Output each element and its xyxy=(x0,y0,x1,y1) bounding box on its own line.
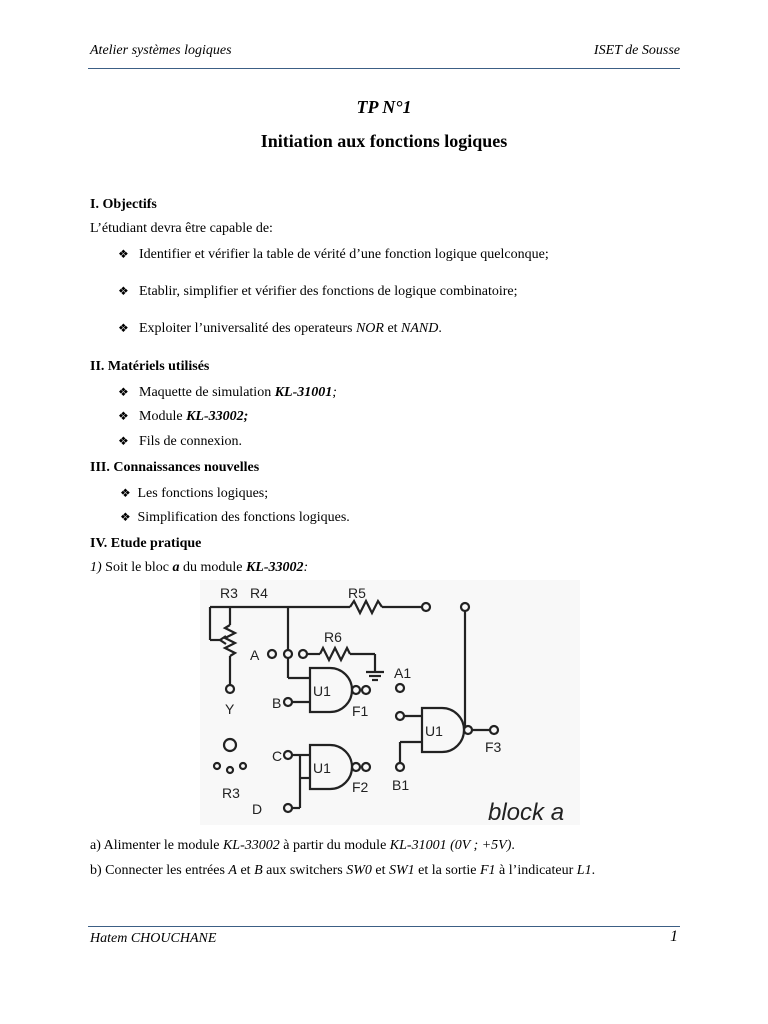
list-item: ❖ Etablir, simplifier et vérifier des fonctions de logique combinatoire; xyxy=(118,284,518,299)
label-r5: R5 xyxy=(348,585,366,601)
label-gate-u1-top: U1 xyxy=(313,683,331,699)
list-item: ❖ Simplification des fonctions logiques. xyxy=(120,510,350,525)
label-input-d: D xyxy=(252,801,263,817)
label-r3: R3 xyxy=(220,585,238,601)
section-connaissances-heading: III. Connaissances nouvelles xyxy=(90,460,260,475)
circuit-schematic xyxy=(200,580,580,825)
label-output-y: Y xyxy=(225,701,235,717)
label-gate-u1-right: U1 xyxy=(425,723,443,739)
bullet-diamond-icon: ❖ xyxy=(118,385,129,399)
section-materiels-heading: II. Matériels utilisés xyxy=(90,359,210,374)
page-title: TP N°1 xyxy=(356,97,412,117)
footer-rule xyxy=(88,926,680,927)
bullet-diamond-icon: ❖ xyxy=(118,321,129,335)
list-item: ❖ Module KL-33002; xyxy=(118,409,249,424)
bullet-diamond-icon: ❖ xyxy=(118,284,129,298)
bullet-diamond-icon: ❖ xyxy=(120,486,131,500)
step-1-text: 1) Soit le bloc a du module KL-33002: xyxy=(90,560,309,575)
page-number: 1 xyxy=(670,928,678,945)
label-f3: F3 xyxy=(485,739,502,755)
label-f2: F2 xyxy=(352,779,369,795)
section-etude-heading: IV. Etude pratique xyxy=(90,536,202,551)
label-input-a: A xyxy=(250,647,260,663)
header-left: Atelier systèmes logiques xyxy=(90,43,232,58)
label-r4: R4 xyxy=(250,585,268,601)
instruction-b: b) Connecter les entrées A et B aux switchers SW0 et SW1 et la sortie F1 à l’indicateur L1. xyxy=(90,863,596,878)
circuit-diagram xyxy=(200,580,580,825)
section-objectifs-heading: I. Objectifs xyxy=(90,197,157,212)
label-f1: F1 xyxy=(352,703,369,719)
label-input-b: B xyxy=(272,695,282,711)
label-input-c: C xyxy=(272,748,283,764)
label-gate-u1-bottom: U1 xyxy=(313,760,331,776)
label-b1: B1 xyxy=(392,777,410,793)
objectifs-intro: L’étudiant devra être capable de: xyxy=(90,221,273,236)
list-item: ❖ Identifier et vérifier la table de vérité d’une fonction logique quelconque; xyxy=(118,247,549,262)
bullet-diamond-icon: ❖ xyxy=(120,510,131,524)
list-item: ❖ Exploiter l’universalité des operateurs NOR et NAND. xyxy=(118,321,442,336)
footer-author: Hatem CHOUCHANE xyxy=(90,931,217,946)
label-r6: R6 xyxy=(324,629,342,645)
bullet-diamond-icon: ❖ xyxy=(118,247,129,261)
label-r3-bottom: R3 xyxy=(222,785,240,801)
label-a1: A1 xyxy=(394,665,412,681)
page-subtitle: Initiation aux fonctions logiques xyxy=(260,131,508,151)
bullet-diamond-icon: ❖ xyxy=(118,409,129,423)
label-block-caption: block a xyxy=(488,799,565,825)
header-rule xyxy=(88,68,680,69)
bullet-diamond-icon: ❖ xyxy=(118,434,129,448)
list-item: ❖ Les fonctions logiques; xyxy=(120,486,269,501)
header-right: ISET de Sousse xyxy=(593,43,680,58)
instruction-a: a) Alimenter le module KL-33002 à partir du module KL-31001 (0V ; +5V). xyxy=(90,838,515,853)
list-item: ❖ Maquette de simulation KL-31001; xyxy=(118,385,337,400)
list-item: ❖ Fils de connexion. xyxy=(118,434,243,449)
